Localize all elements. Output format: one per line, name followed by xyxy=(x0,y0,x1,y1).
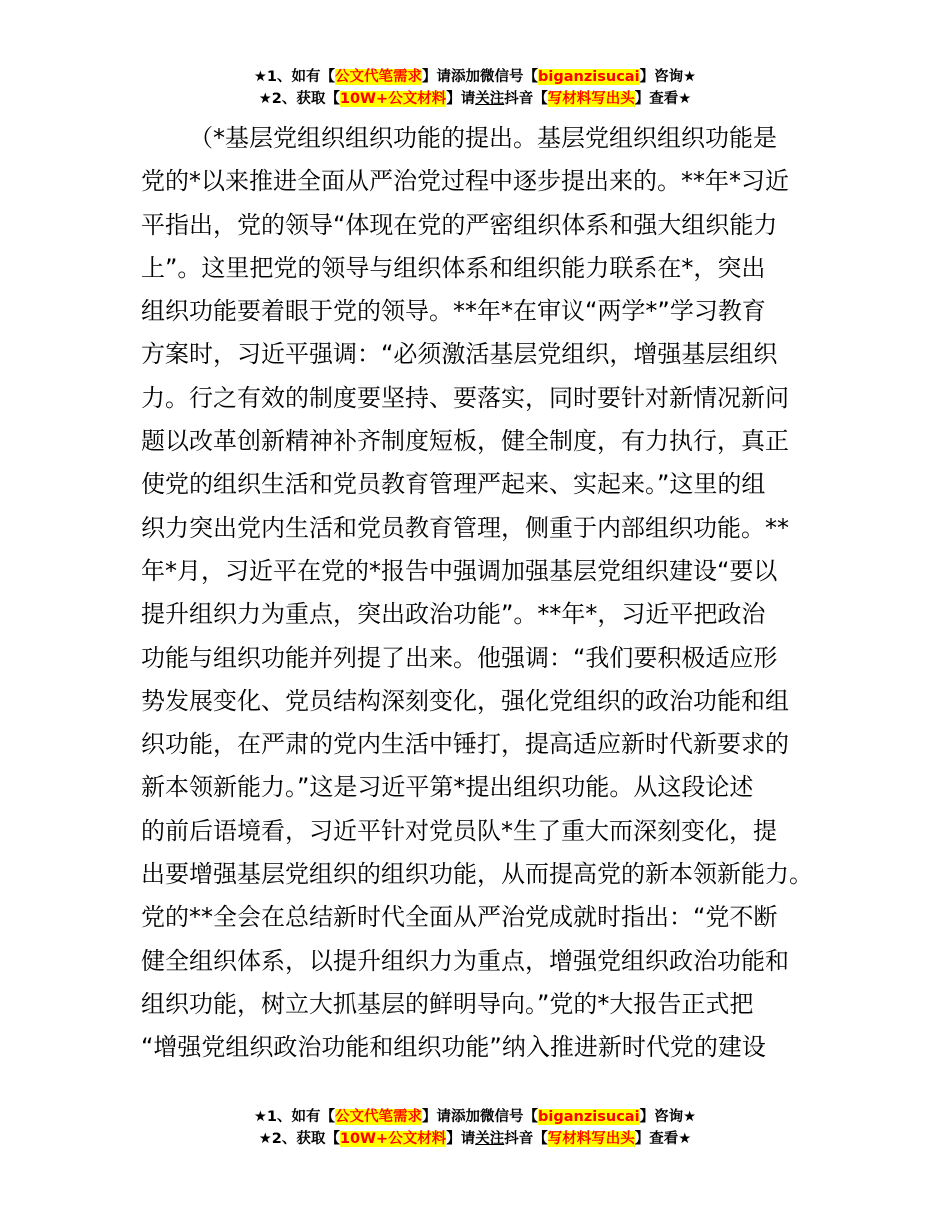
banner-text: 】查看★ xyxy=(634,91,692,107)
highlight-douyin-account: 写材料写出头 xyxy=(547,1131,635,1147)
banner-line-1 xyxy=(0,1106,950,1128)
paragraph-line: 方案时，习近平强调：“必须激活基层党组织，增强基层组织 xyxy=(141,340,778,369)
banner-text: 】咨询★ xyxy=(639,69,697,85)
paragraph-line: 力。行之有效的制度要坚持、要落实，同时要针对新情况新问 xyxy=(141,383,789,412)
paragraph-line: 健全组织体系，以提升组织力为重点，增强党组织政治功能和 xyxy=(141,946,789,975)
banner-text: ★2、获取【 xyxy=(258,1131,340,1147)
header-banner xyxy=(0,66,950,110)
paragraph-line: 新本领新能力。”这是习近平第*提出组织功能。从这段论述 xyxy=(141,773,754,802)
underlined-follow: 关注 xyxy=(475,91,505,107)
banner-line-2 xyxy=(0,88,950,110)
footer-banner xyxy=(0,1106,950,1150)
paragraph-line: 使党的组织生活和党员教育管理严起来、实起来。”这里的组 xyxy=(141,470,766,499)
paragraph-line: 组织功能要着眼于党的领导。**年*在审议“两学*”学习教育 xyxy=(141,297,766,326)
banner-text: 】请添加微信号【 xyxy=(422,1109,539,1125)
paragraph-line: 平指出，党的领导“体现在党的严密组织体系和强大组织能力 xyxy=(141,210,778,239)
banner-text: 】请添加微信号【 xyxy=(422,69,539,85)
highlight-materials: 10W+公文材料 xyxy=(339,91,447,107)
paragraph-line: （*基层党组织组织功能的提出。基层党组织组织功能是 xyxy=(189,124,777,152)
banner-line-2 xyxy=(0,1128,950,1150)
paragraph-line: 上”。这里把党的领导与组织体系和组织能力联系在*，突出 xyxy=(141,253,766,282)
paragraph-line: “增强党组织政治功能和组织功能”纳入推进新时代党的建设 xyxy=(141,1033,766,1062)
banner-text: 抖音【 xyxy=(504,1131,548,1147)
banner-text: ★1、如有【 xyxy=(253,1109,336,1125)
banner-text: 】查看★ xyxy=(634,1131,692,1147)
banner-line-1 xyxy=(0,66,950,88)
paragraph-line: 织功能，在严肃的党内生活中锤打，提高适应新时代新要求的 xyxy=(141,730,789,759)
highlight-ghostwriting: 公文代笔需求 xyxy=(335,69,423,85)
banner-text: 】请 xyxy=(446,1131,476,1147)
paragraph-line: 织力突出党内生活和党员教育管理，侧重于内部组织功能。** xyxy=(141,513,789,542)
document-body xyxy=(141,117,813,1070)
highlight-ghostwriting: 公文代笔需求 xyxy=(335,1109,423,1125)
paragraph-line: 势发展变化、党员结构深刻变化，强化党组织的政治功能和组 xyxy=(141,686,789,715)
highlight-douyin-account: 写材料写出头 xyxy=(547,91,635,107)
paragraph-line: 出要增强基层党组织的组织功能，从而提高党的新本领新能力。 xyxy=(141,860,813,889)
paragraph-line: 党的*以来推进全面从严治党过程中逐步提出来的。**年*习近 xyxy=(141,167,789,196)
banner-text: 】请 xyxy=(446,91,476,107)
paragraph-line: 题以改革创新精神补齐制度短板，健全制度，有力执行，真正 xyxy=(141,427,789,456)
highlight-wechat-id: biganzisucai xyxy=(538,1109,640,1125)
banner-text: 抖音【 xyxy=(504,91,548,107)
paragraph-line: 年*月，习近平在党的*报告中强调加强基层党组织建设“要以 xyxy=(141,556,778,585)
highlight-wechat-id: biganzisucai xyxy=(538,69,640,85)
paragraph-line: 组织功能，树立大抓基层的鲜明导向。”党的*大报告正式把 xyxy=(141,989,754,1018)
paragraph-line: 的前后语境看，习近平针对党员队*生了重大而深刻变化，提 xyxy=(141,816,777,845)
banner-text: 】咨询★ xyxy=(639,1109,697,1125)
paragraph-line: 功能与组织功能并列提了出来。他强调：“我们要积极适应形 xyxy=(141,643,778,672)
banner-text: ★1、如有【 xyxy=(253,69,336,85)
paragraph-line: 党的**全会在总结新时代全面从严治党成就时指出：“党不断 xyxy=(141,903,778,932)
banner-text: ★2、获取【 xyxy=(258,91,340,107)
underlined-follow: 关注 xyxy=(475,1131,505,1147)
paragraph-line: 提升组织力为重点，突出政治功能”。**年*，习近平把政治 xyxy=(141,600,766,629)
highlight-materials: 10W+公文材料 xyxy=(339,1131,447,1147)
